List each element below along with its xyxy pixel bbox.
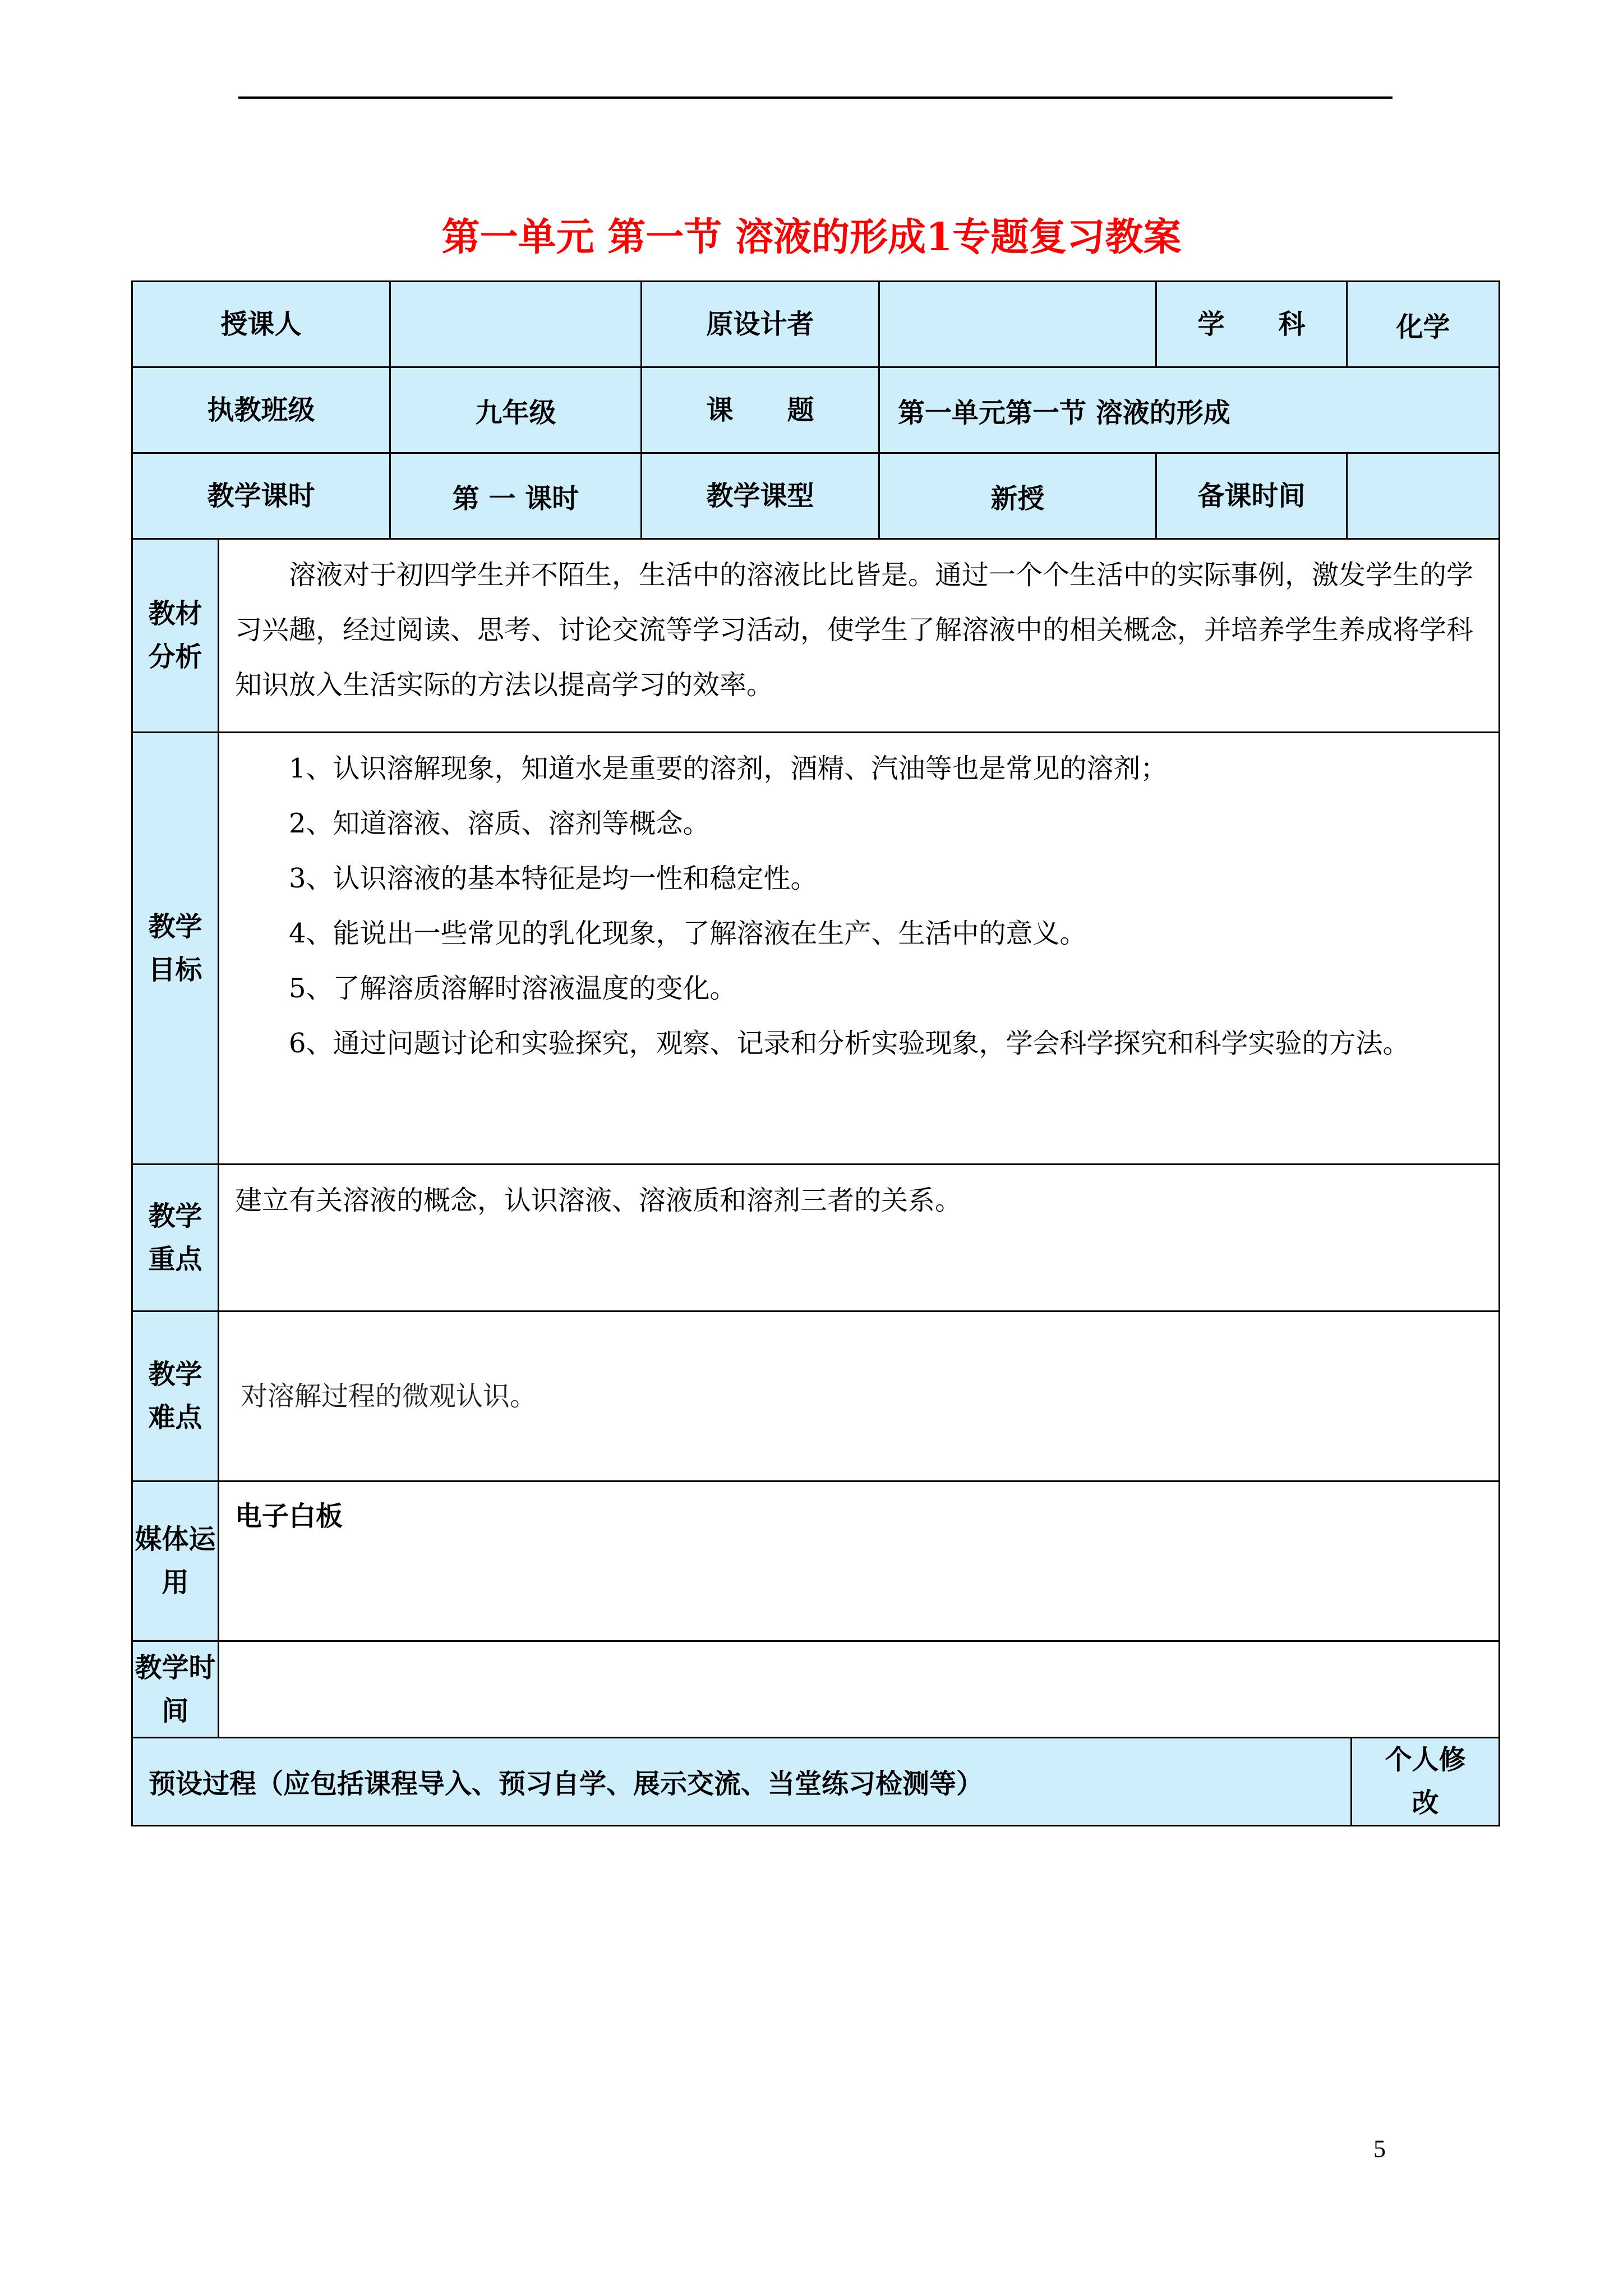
analysis-text: 溶液对于初四学生并不陌生，生活中的溶液比比皆是。通过一个个生活中的实际事例，激发学生的学习兴趣，经过阅读、思考、讨论交流等学习活动，使学生了解溶液中的相关概念，并培养学生养成将学科知识放入生活实际的方法以提高学习的效率。 [235,559,1474,701]
class-label: 执教班级 [132,367,390,453]
teacher-label: 授课人 [132,282,390,367]
goal-item: 6、通过问题讨论和实验探究，观察、记录和分析实验现象，学会科学探究和科学实验的方法。 [289,1028,1410,1059]
analysis-label-line2: 分析 [148,641,202,673]
goal-item: 3、认识溶液的基本特征是均一性和稳定性。 [289,863,818,894]
difficulty-label-line1: 教学 [148,1359,202,1391]
personal-revision-line1: 个人修 [1385,1744,1466,1775]
topic-label: 课 题 [642,367,879,453]
subject-label: 学 科 [1156,282,1347,367]
prep-time-label: 备课时间 [1156,453,1347,539]
media-label: 媒体运用 [132,1481,219,1641]
document-title: 第一单元 第一节 溶液的形成1专题复习教案 [441,215,1182,260]
personal-revision-line2: 改 [1412,1787,1439,1819]
header-rule [238,96,1393,99]
media-content [219,1481,1500,1641]
goal-item: 1、认识溶解现象，知道水是重要的溶剂，酒精、汽油等也是常见的溶剂； [289,753,1168,784]
keypoint-label-line2: 重点 [148,1243,202,1275]
designer-value [879,282,1156,367]
row-difficulty [132,1312,1500,1481]
goal-item: 5、了解溶质溶解时溶液温度的变化。 [289,973,737,1004]
row-keypoint [132,1165,1500,1312]
personal-revision-label [1352,1738,1500,1826]
goals-label-line1: 教学 [148,910,202,942]
difficulty-text: 对溶解过程的微观认识。 [241,1381,537,1412]
row-media [132,1481,1500,1641]
keypoint-label-line1: 教学 [148,1200,202,1232]
process-label: 预设过程（应包括课程导入、预习自学、展示交流、当堂练习检测等） [132,1738,1352,1826]
prep-time-value [1347,453,1500,539]
lesson-plan-table [131,280,1500,1826]
keypoint-content [219,1165,1500,1312]
goal-item: 2、知道溶液、溶质、溶剂等概念。 [289,808,710,839]
goals-label [132,733,219,1165]
media-text: 电子白板 [235,1501,343,1532]
goals-content [219,733,1500,1165]
analysis-content [219,539,1500,733]
topic-value: 第一单元第一节 溶液的形成 [879,367,1500,453]
difficulty-label [132,1312,219,1481]
goals-label-line2: 目标 [148,954,202,986]
subject-value: 化学 [1347,282,1500,367]
analysis-label-line1: 教材 [148,598,202,630]
teacher-value [390,282,642,367]
teaching-time-label: 教学时间 [132,1641,219,1738]
period-label: 教学课时 [132,453,390,539]
difficulty-label-line2: 难点 [148,1402,202,1433]
row-time [132,1641,1500,1738]
lesson-type-label: 教学课型 [642,453,879,539]
period-value: 第 一 课时 [390,453,642,539]
row-goals [132,733,1500,1165]
goal-item: 4、能说出一些常见的乳化现象，了解溶液在生产、生活中的意义。 [289,918,1087,949]
row-period [132,453,1500,539]
designer-label: 原设计者 [642,282,879,367]
keypoint-text: 建立有关溶液的概念，认识溶液、溶液质和溶剂三者的关系。 [235,1185,962,1216]
row-analysis [132,539,1500,733]
keypoint-label [132,1165,219,1312]
row-process [132,1738,1500,1826]
difficulty-content [219,1312,1500,1481]
row-class [132,367,1500,453]
analysis-label [132,539,219,733]
lesson-type-value: 新授 [879,453,1156,539]
page-number: 5 [1373,2135,1386,2162]
row-teacher [132,282,1500,367]
teaching-time-content [219,1641,1500,1738]
class-value: 九年级 [390,367,642,453]
